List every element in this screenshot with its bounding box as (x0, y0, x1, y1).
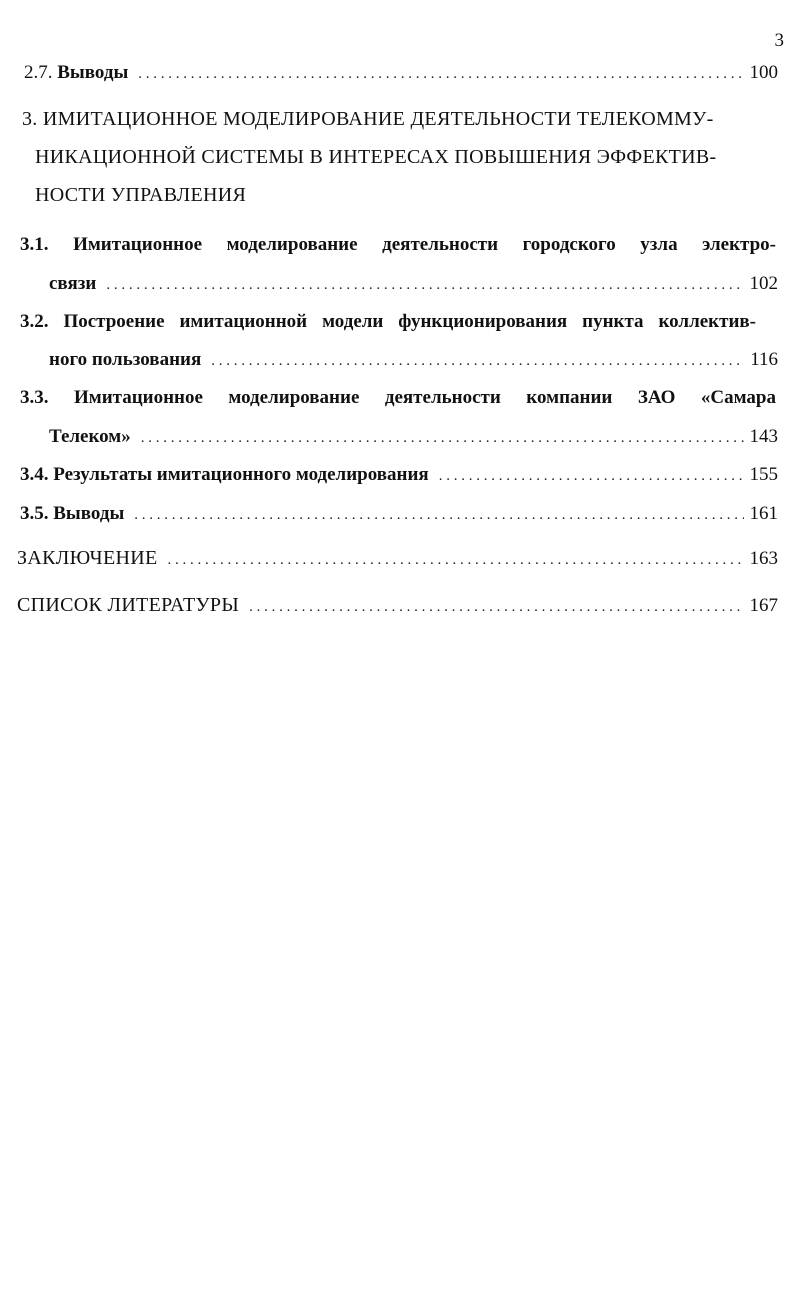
toc-entry-3-5 (20, 502, 778, 527)
toc-entry-title: Выводы (57, 62, 129, 83)
dot-leader (138, 62, 743, 86)
toc-entry-title: Телеком» (49, 426, 131, 447)
toc-entry-title: ЗАКЛЮЧЕНИЕ (17, 547, 158, 569)
toc-entry-title: связи (49, 273, 97, 294)
toc-entry-conclusion (17, 546, 778, 572)
dot-leader (249, 595, 743, 619)
dot-leader (211, 349, 744, 373)
toc-entry-page: 102 (749, 273, 778, 294)
toc-entry-page: 161 (749, 503, 778, 524)
toc-entry-page: 163 (749, 548, 778, 569)
chapter-3-heading-line-2: НИКАЦИОННОЙ СИСТЕМЫ В ИНТЕРЕСАХ ПОВЫШЕНИЯ ЭФФЕКТИВ- (35, 146, 717, 168)
toc-entry-label (24, 61, 128, 85)
toc-entry-3-2-line-1: 3.2. Построение имитационной модели функционирования пункта коллектив- (20, 311, 756, 332)
dot-leader (141, 426, 744, 450)
dot-leader (134, 503, 743, 527)
toc-entry-3-3-line-1: 3.3. Имитационное моделирование деятельности компании ЗАО «Самара (20, 387, 776, 408)
chapter-3-heading-line-3: НОСТИ УПРАВЛЕНИЯ (35, 184, 247, 206)
toc-entry-title: 3.5. Выводы (20, 503, 125, 524)
chapter-3-heading-line-1: 3. ИМИТАЦИОННОЕ МОДЕЛИРОВАНИЕ ДЕЯТЕЛЬНОСТИ ТЕЛЕКОММУ- (22, 108, 714, 130)
dot-leader (167, 548, 743, 572)
toc-entry-number: 2.7. (24, 62, 53, 83)
toc-entry-3-2 (49, 348, 778, 373)
page-number: 3 (774, 30, 784, 51)
toc-entry-title: СПИСОК ЛИТЕРАТУРЫ (17, 594, 240, 616)
toc-entry-references (17, 593, 778, 619)
toc-entry-page: 167 (749, 595, 778, 616)
toc-entry-title: 3.4. Результаты имитационного моделирования (20, 464, 429, 485)
toc-entry-2-7 (24, 61, 778, 86)
toc-entry-3-4 (20, 463, 778, 488)
toc-entry-title: ного пользования (49, 349, 202, 370)
toc-entry-page: 143 (749, 426, 778, 447)
toc-entry-3-1-line-1: 3.1. Имитационное моделирование деятельности городского узла электро- (20, 234, 776, 255)
toc-entry-3-1 (49, 272, 778, 297)
dot-leader (106, 273, 743, 297)
dot-leader (439, 464, 744, 488)
toc-entry-page: 100 (749, 62, 778, 83)
toc-entry-page: 116 (750, 349, 778, 370)
toc-entry-3-3 (49, 425, 778, 450)
toc-entry-page: 155 (749, 464, 778, 485)
